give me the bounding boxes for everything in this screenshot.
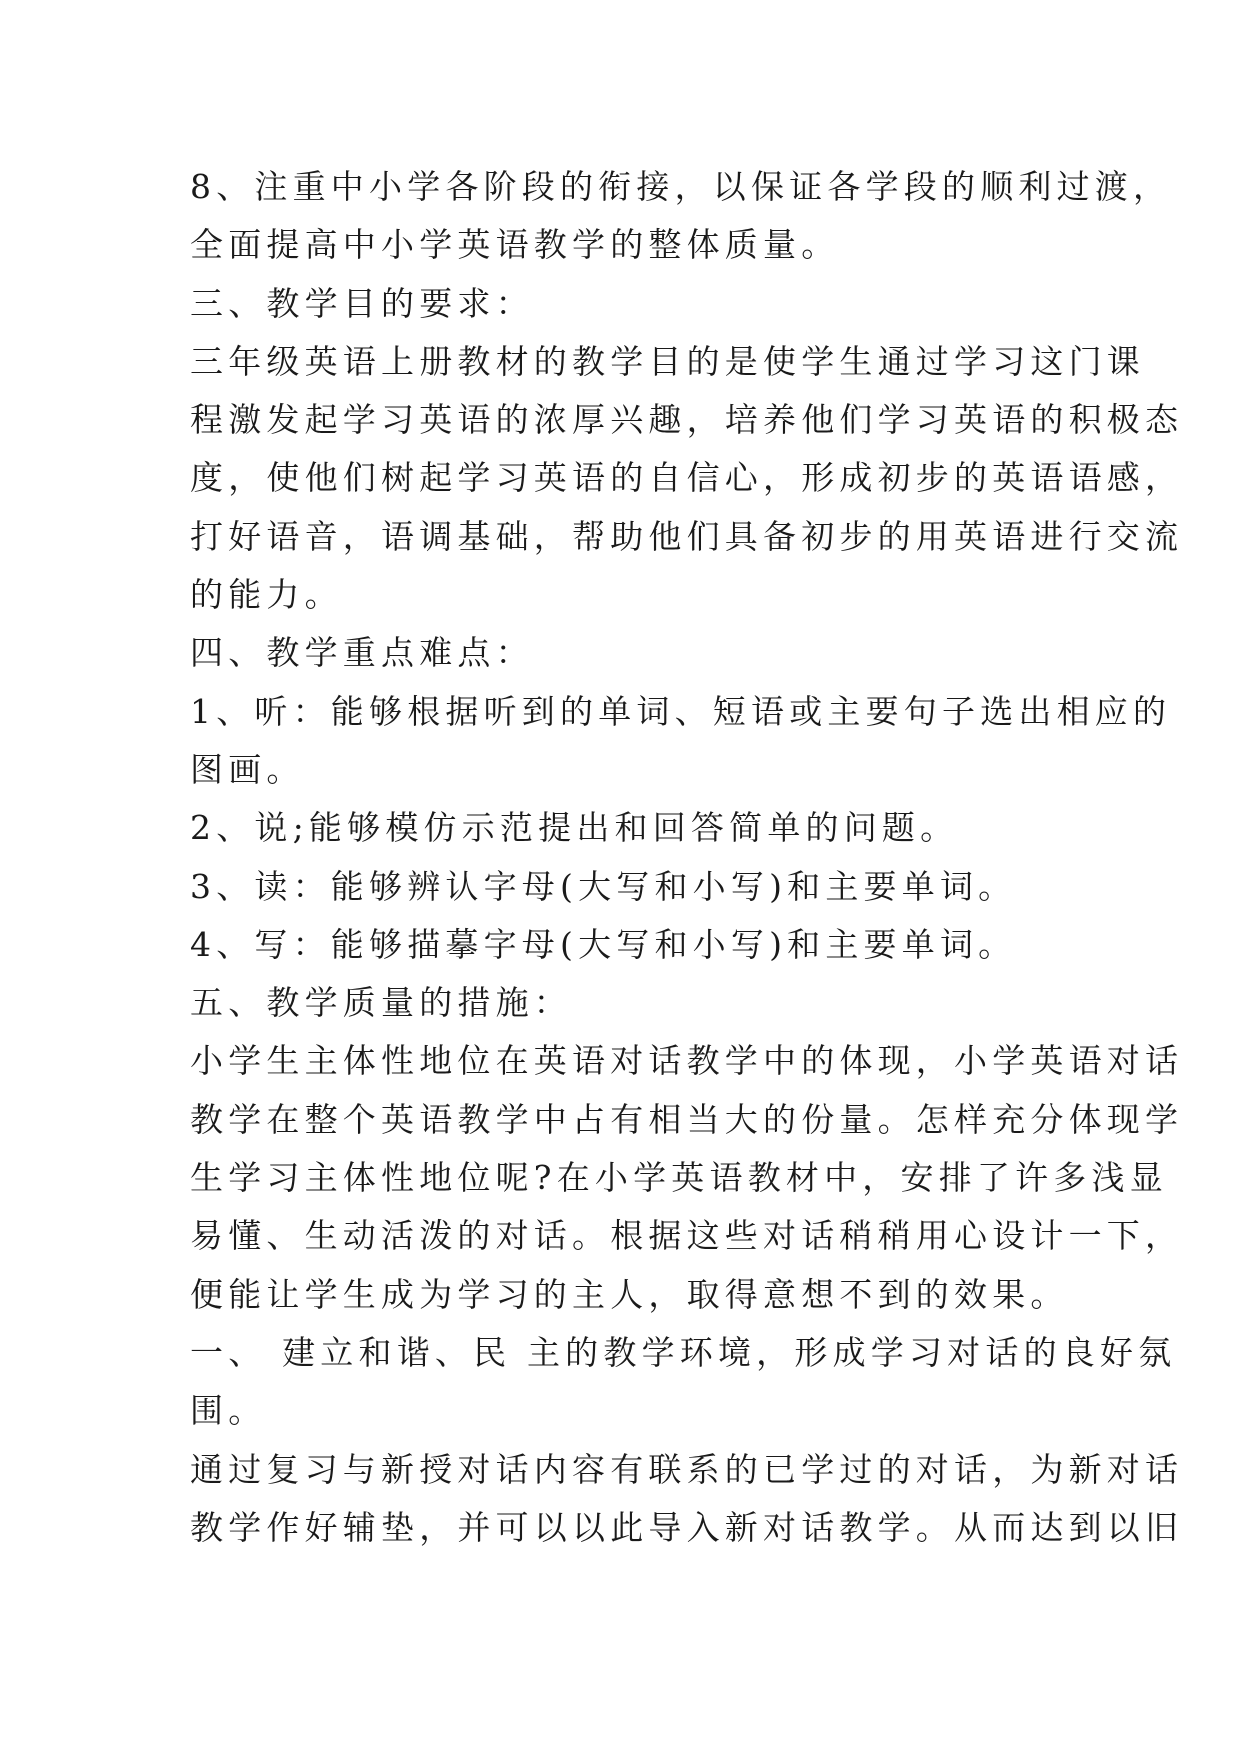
text-line: 易懂、生动活泼的对话。根据这些对话稍稍用心设计一下， (190, 1216, 1184, 1256)
text-line: 小学生主体性地位在英语对话教学中的体现，小学英语对话 (190, 1041, 1184, 1081)
text-line: 程激发起学习英语的浓厚兴趣，培养他们学习英语的积极态 (190, 400, 1184, 440)
text-line: 2、说;能够模仿示范提出和回答简单的问题。 (190, 808, 959, 848)
text-line: 3、读：能够辨认字母(大写和小写)和主要单词。 (190, 866, 1017, 906)
text-line: 教学作好辅垫，并可以以此导入新对话教学。从而达到以旧 (190, 1507, 1184, 1547)
document-body (190, 158, 1184, 1557)
text-line: 图画。 (190, 749, 305, 789)
section-heading: 三、教学目的要求： (190, 283, 534, 323)
section-heading: 五、教学质量的措施： (190, 983, 572, 1023)
text-line: 8、注重中小学各阶段的衔接，以保证各学段的顺利过渡， (190, 167, 1172, 206)
text-line: 三年级英语上册教材的教学目的是使学生通过学习这门课 (190, 341, 1145, 381)
text-line: 生学习主体性地位呢?在小学英语教材中，安排了许多浅显 (190, 1158, 1168, 1198)
text-line: 围。 (190, 1391, 267, 1431)
text-line: 4、写：能够描摹字母(大写和小写)和主要单词。 (190, 924, 1017, 964)
text-line: 1、听：能够根据听到的单词、短语或主要句子选出相应的 (190, 691, 1172, 731)
section-heading: 四、教学重点难点： (190, 633, 534, 673)
text-line: 打好语音，语调基础，帮助他们具备初步的用英语进行交流 (190, 516, 1184, 556)
text-line: 的能力。 (190, 575, 343, 615)
text-line: 便能让学生成为学习的主人，取得意想不到的效果。 (190, 1274, 1069, 1314)
text-line: 通过复习与新授对话内容有联系的已学过的对话，为新对话 (190, 1449, 1184, 1489)
text-line: 全面提高中小学英语教学的整体质量。 (190, 225, 840, 265)
subsection-heading: 一、 建立和谐、民 主的教学环境，形成学习对话的良好氛 (190, 1332, 1177, 1372)
text-line: 教学在整个英语教学中占有相当大的份量。怎样充分体现学 (190, 1099, 1184, 1139)
text-line: 度，使他们树起学习英语的自信心，形成初步的英语语感， (190, 458, 1184, 498)
